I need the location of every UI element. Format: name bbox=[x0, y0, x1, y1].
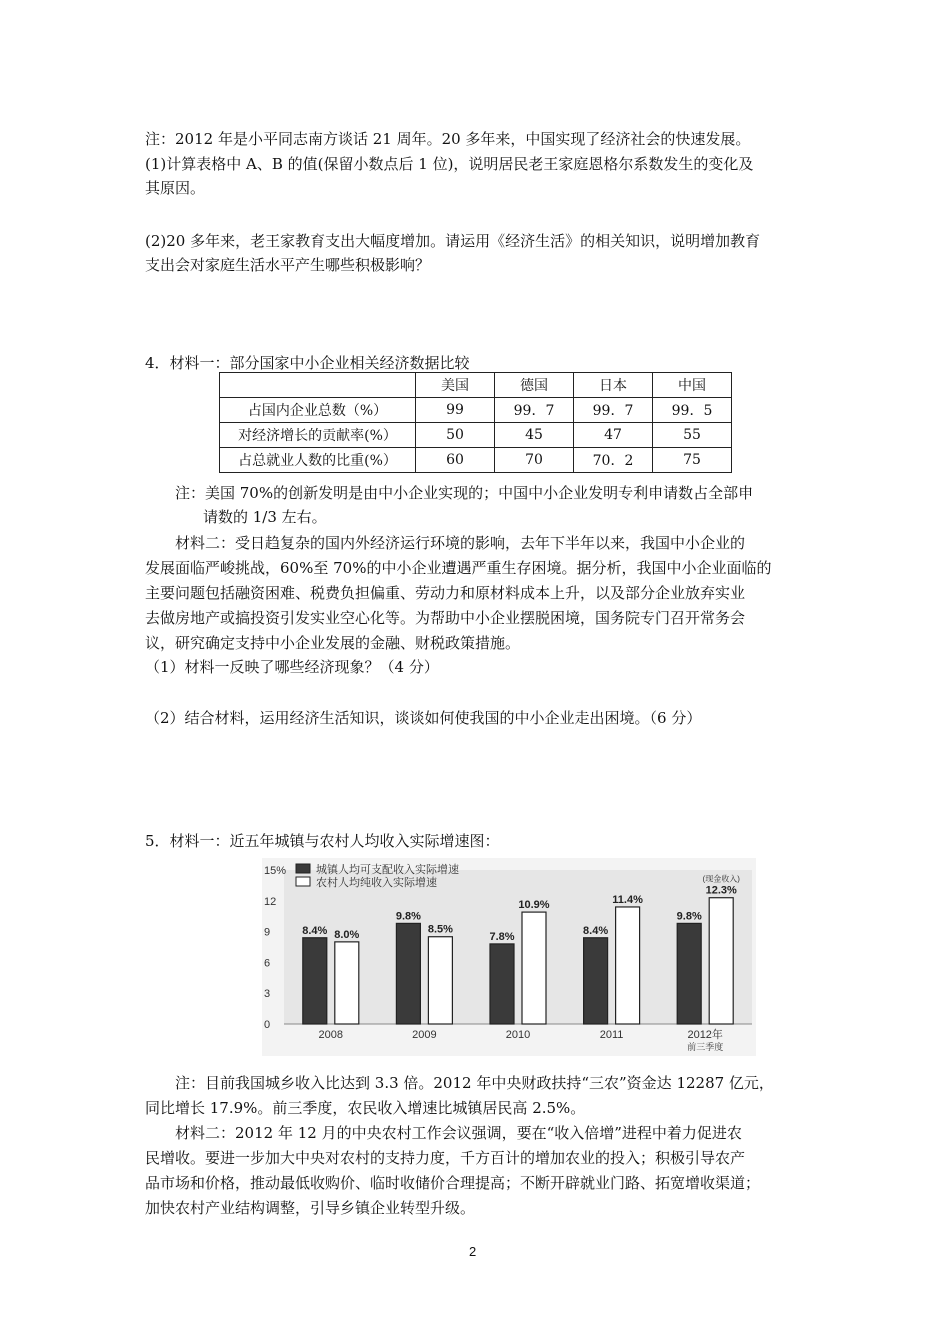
legend-swatch bbox=[296, 877, 310, 886]
material-text: 材料二：受日趋复杂的国内外经济运行环境的影响，去年下半年以来，我国中小企业的 bbox=[175, 534, 746, 552]
material-text: 议，研究确定支持中小企业发展的金融、财税政策措施。 bbox=[145, 634, 521, 652]
note-text: 请数的 1/3 左右。 bbox=[203, 508, 327, 526]
table-cell: 99．5 bbox=[653, 398, 732, 423]
note-text: 注：2012 年是小平同志南方谈话 21 周年。20 多年来，中国实现了经济社会的快速发展。 bbox=[145, 130, 751, 148]
table-cell: 70 bbox=[495, 448, 574, 473]
x-tick-label: 2011 bbox=[599, 1029, 624, 1041]
material-text: 发展面临严峻挑战，60%至 70%的中小企业遭遇严重生存困境。据分析，我国中小企业面临的 bbox=[145, 559, 772, 577]
data-label: 8.4% bbox=[583, 924, 609, 937]
table-row bbox=[220, 448, 732, 473]
table-row bbox=[220, 423, 732, 448]
data-label: 8.4% bbox=[302, 924, 328, 937]
question-text: (1)计算表格中 A、B 的值(保留小数点后 1 位)，说明居民老王家庭恩格尔系数发生的变化及 bbox=[145, 155, 754, 173]
table-cell: 60 bbox=[416, 448, 495, 473]
material-text: 去做房地产或搞投资引发实业空心化等。为帮助中小企业摆脱困境，国务院专门召开常务会 bbox=[145, 609, 746, 627]
table-row bbox=[220, 398, 732, 423]
table-cell: 45 bbox=[495, 423, 574, 448]
rural-bar bbox=[522, 912, 546, 1024]
x-tick-sublabel: 前三季度 bbox=[687, 1042, 724, 1052]
table-cell: 美国 bbox=[416, 373, 495, 398]
table-cell: 占国内企业总数（%） bbox=[220, 398, 416, 423]
y-tick-label: 15% bbox=[264, 865, 287, 877]
section-heading: 5．材料一：近五年城镇与农村人均收入实际增速图： bbox=[145, 832, 500, 850]
x-tick-label: 2012年 bbox=[687, 1029, 723, 1041]
x-tick-label: 2010 bbox=[505, 1029, 531, 1041]
note-text: 注：目前我国城乡收入比达到 3.3 倍。2012 年中央财政扶持“三农”资金达 12287 亿元， bbox=[175, 1074, 774, 1092]
table-cell: 55 bbox=[653, 423, 732, 448]
urban-bar bbox=[303, 938, 327, 1024]
material-text: 加快农村产业结构调整，引导乡镇企业转型升级。 bbox=[145, 1199, 476, 1217]
y-tick-label: 12 bbox=[264, 895, 277, 908]
table-cell: 德国 bbox=[495, 373, 574, 398]
table-cell: 占总就业人数的比重(%） bbox=[220, 448, 416, 473]
data-label: 7.8% bbox=[489, 930, 515, 943]
data-label: 11.4% bbox=[612, 893, 643, 906]
data-label: 10.9% bbox=[518, 899, 550, 912]
table-cell bbox=[220, 373, 416, 398]
x-tick-label: 2009 bbox=[412, 1029, 437, 1041]
table-cell: 对经济增长的贡献率(%） bbox=[220, 423, 416, 448]
section-heading: 4．材料一：部分国家中小企业相关经济数据比较 bbox=[145, 354, 470, 372]
data-label: 12.3% bbox=[705, 884, 737, 897]
table-cell: 75 bbox=[653, 448, 732, 473]
note-text: 同比增长 17.9%。前三季度，农民收入增速比城镇居民高 2.5%。 bbox=[145, 1099, 586, 1117]
table-cell: 50 bbox=[416, 423, 495, 448]
table-cell: 99 bbox=[416, 398, 495, 423]
table-cell: 99．7 bbox=[574, 398, 653, 423]
table-cell: 中国 bbox=[653, 373, 732, 398]
material-text: 材料二：2012 年 12 月的中央农村工作会议强调，要在“收入倍增”进程中着力促进农 bbox=[175, 1124, 742, 1142]
urban-bar bbox=[584, 938, 608, 1024]
x-tick-label: 2008 bbox=[318, 1029, 344, 1041]
table-cell: 70．2 bbox=[574, 448, 653, 473]
table-cell: 47 bbox=[574, 423, 653, 448]
table-cell: 99．7 bbox=[495, 398, 574, 423]
table-header-row bbox=[220, 373, 732, 398]
material-text: 民增收。要进一步加大中央对农村的支持力度，千方百计的增加农业的投入；积极引导农产 bbox=[145, 1149, 746, 1167]
legend-label: 城镇人均可支配收入实际增速 bbox=[316, 864, 459, 876]
annotation: (现金收入) bbox=[702, 874, 740, 884]
material-text: 品市场和价格，推动最低收购价、临时收储价合理提高；不断开辟就业门路、拓宽增收渠道； bbox=[145, 1174, 761, 1192]
rural-bar bbox=[335, 942, 359, 1024]
question-text: （2）结合材料，运用经济生活知识，谈谈如何使我国的中小企业走出困境。（6 分） bbox=[145, 709, 702, 727]
income-growth-chart bbox=[262, 858, 756, 1056]
y-tick-label: 0 bbox=[264, 1019, 271, 1031]
data-label: 9.8% bbox=[676, 910, 702, 923]
y-tick-label: 6 bbox=[264, 957, 271, 970]
question-text: 其原因。 bbox=[145, 179, 206, 197]
legend-label: 农村人均纯收入实际增速 bbox=[316, 877, 437, 889]
data-label: 9.8% bbox=[395, 910, 421, 923]
y-tick-label: 9 bbox=[264, 926, 271, 939]
question-text: 支出会对家庭生活水平产生哪些积极影响？ bbox=[145, 256, 431, 274]
y-tick-label: 3 bbox=[264, 988, 271, 1001]
note-text: 注：美国 70%的创新发明是由中小企业实现的；中国中小企业发明专利申请数占全部申 bbox=[175, 484, 754, 502]
material-text: 主要问题包括融资困难、税费负担偏重、劳动力和原材料成本上升，以及部分企业放弃实业 bbox=[145, 584, 746, 602]
page-number: 2 bbox=[469, 1244, 477, 1259]
urban-bar bbox=[490, 944, 514, 1024]
rural-bar bbox=[616, 907, 640, 1024]
legend-swatch bbox=[296, 864, 310, 873]
data-label: 8.0% bbox=[334, 928, 360, 941]
data-table bbox=[219, 372, 732, 473]
question-text: (2)20 多年来，老王家教育支出大幅度增加。请运用《经济生活》的相关知识，说明增加教育 bbox=[145, 232, 761, 250]
question-text: （1）材料一反映了哪些经济现象？（4 分） bbox=[145, 658, 439, 676]
data-label: 8.5% bbox=[427, 923, 453, 936]
rural-bar bbox=[428, 937, 452, 1024]
table-cell: 日本 bbox=[574, 373, 653, 398]
urban-bar bbox=[677, 923, 701, 1024]
urban-bar bbox=[396, 923, 420, 1024]
rural-bar bbox=[709, 898, 733, 1024]
